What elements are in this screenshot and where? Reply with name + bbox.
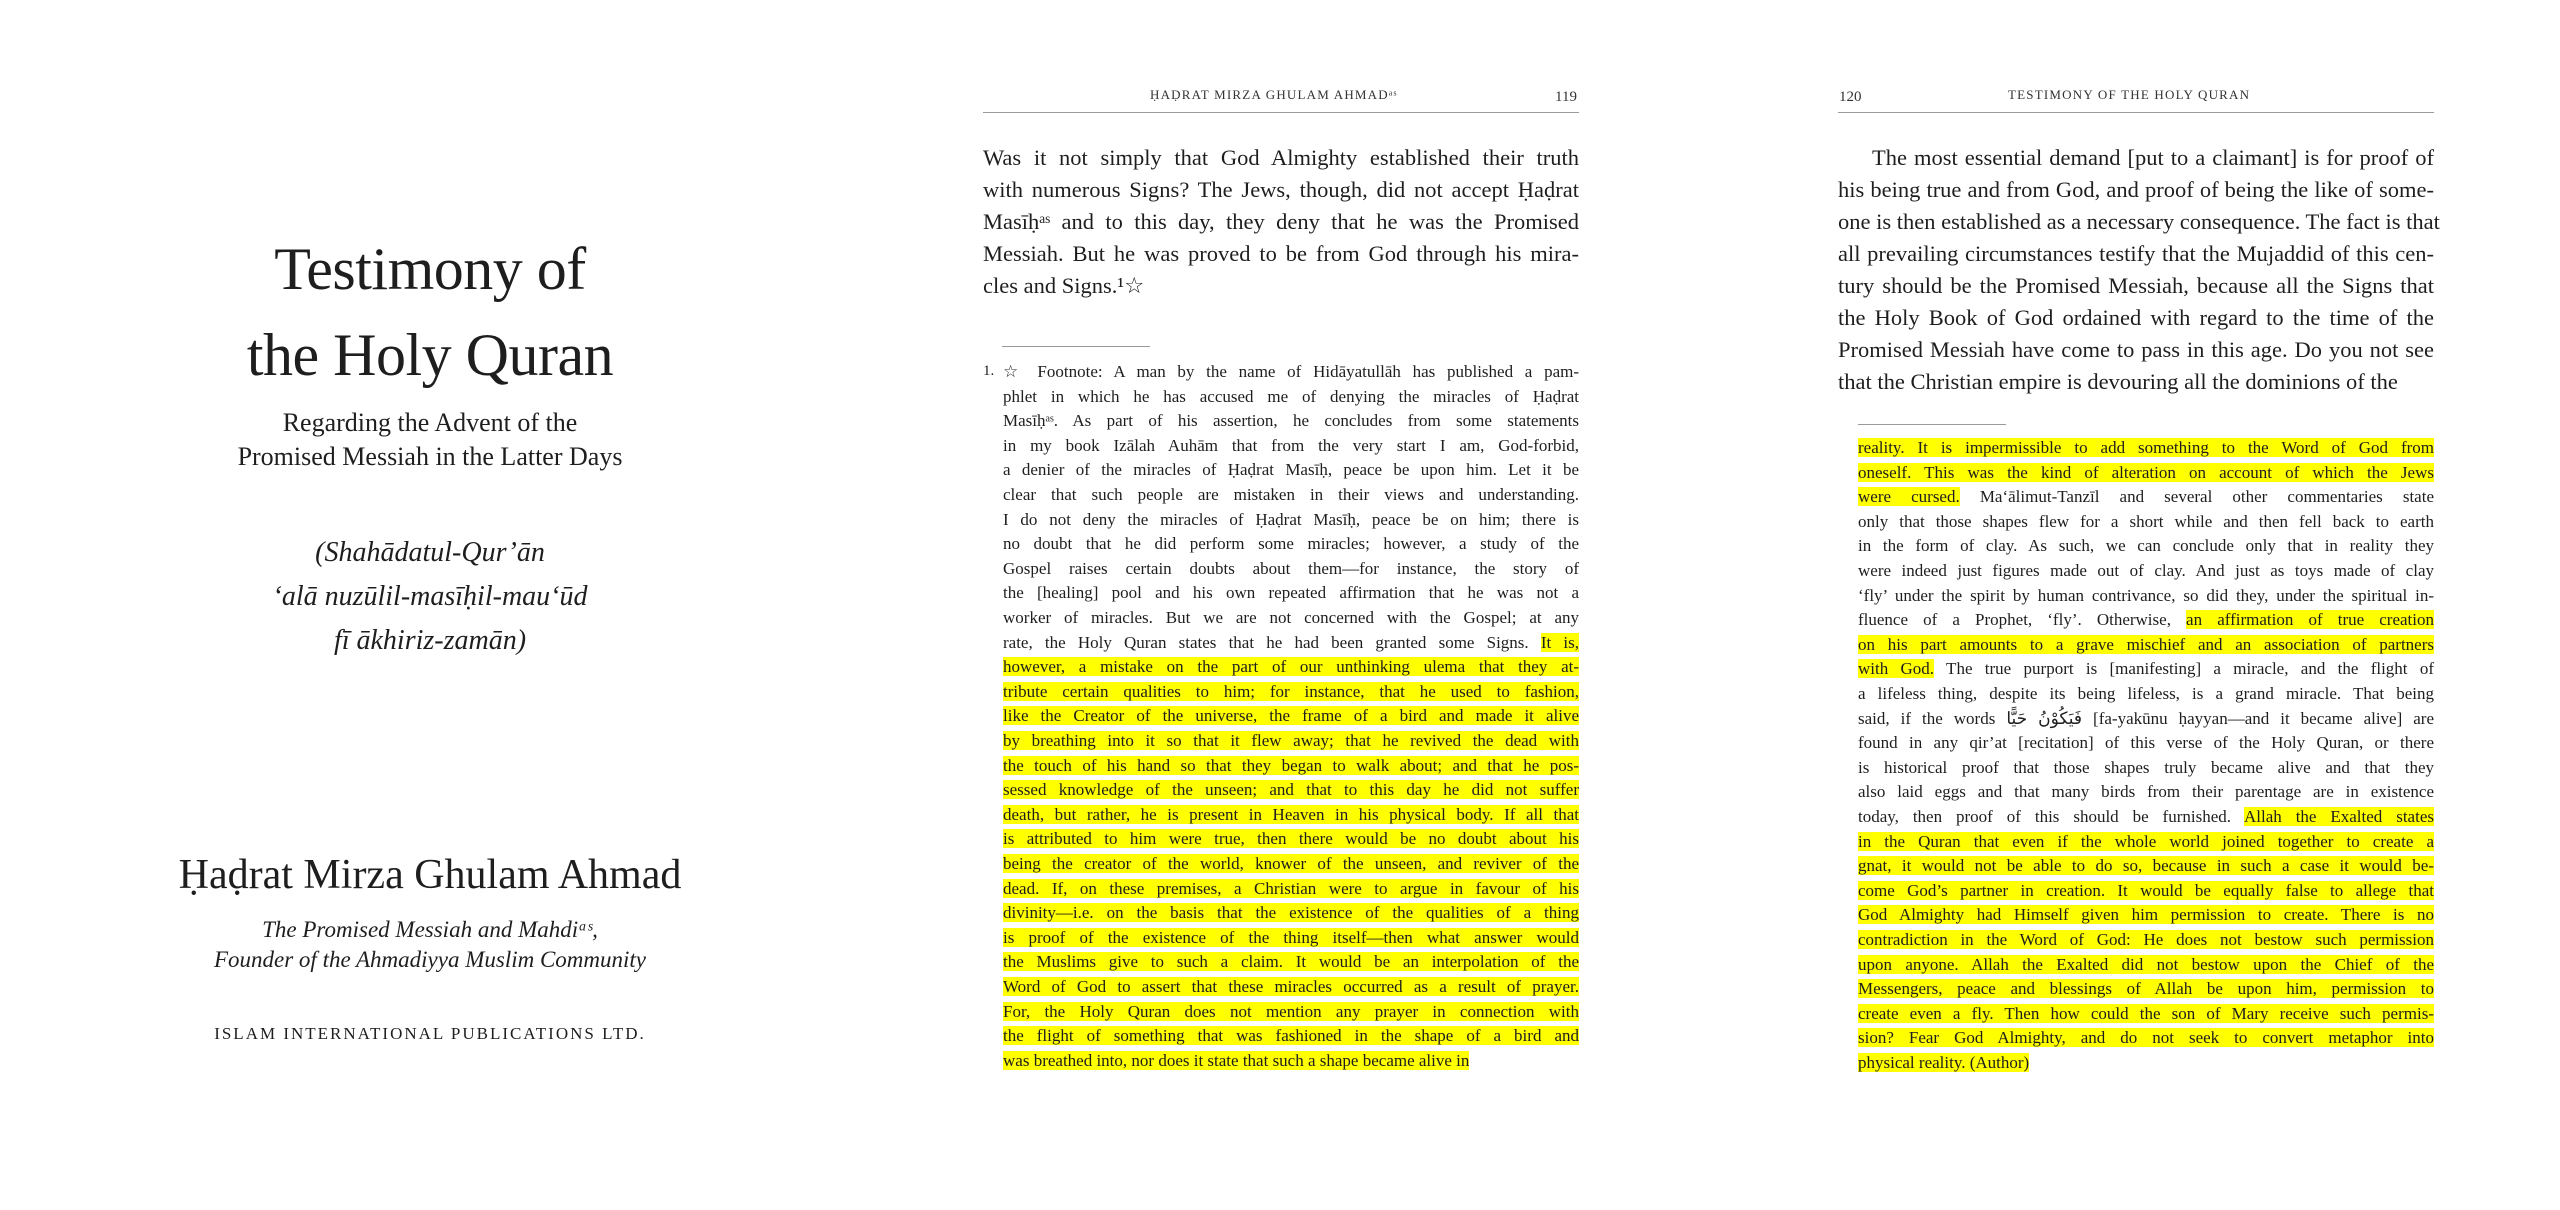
body-line: with numerous Signs? The Jews, though, did not accept Ḥaḍrat [983,177,1579,202]
footnote-line [1858,756,2434,781]
footnote-text-segment: only that those shapes flew for a short while and then fell back to earth [1858,511,2434,531]
footnote-text-segment: Gospel raises certain doubts about them—for instance, the story of [1003,558,1579,578]
author-name: Ḥaḍrat Mirza Ghulam Ahmad [178,852,682,898]
highlighted-text: with God. [1858,659,1935,679]
highlighted-text: by breathing into it so that it flew away; that he revived the dead with [1003,731,1579,750]
footnote-line [1858,903,2434,928]
highlighted-text: Word of God to assert that these miracles occurred as a result of prayer. [1003,977,1579,996]
footnote-rule [1858,424,2006,425]
body-line: The most essential demand [put to a claimant] is for proof of [1872,145,2434,170]
highlighted-text: being the creator of the world, knower of the unseen, and reviver of the [1003,854,1579,873]
highlighted-text: Allah the Exalted states [2244,807,2434,826]
footnote-text-segment: no doubt that he did perform some miracles; however, a study of the [1003,534,1579,554]
body-line: Messiah. But he was proved to be from God through his mira- [983,241,1579,266]
body-line: tury should be the Promised Messiah, because all the Signs that [1838,273,2434,298]
footnote-line [1003,877,1579,902]
book-subtitle-line-1: Regarding the Advent of the [282,408,578,437]
footnote-line [1858,805,2434,830]
footnote-line [1003,704,1579,729]
footnote-line [1003,926,1579,951]
footnote-line [1003,803,1579,828]
highlighted-text: reality. It is impermissible to add something to the Word of God from [1858,438,2434,457]
highlighted-text: tribute certain qualities to him; for instance, that he used to fashion, [1003,681,1579,701]
footnote-line [1858,879,2434,904]
footnote-line [1003,483,1579,508]
highlighted-text: however, a mistake on the part of our unthinking ulema that they at- [1003,657,1579,677]
footnote-line [1003,655,1579,680]
footnote-text-segment: Ma‘ālimut-Tanzīl and several other commentaries state [1959,487,2434,507]
footnote-line [1858,534,2434,559]
footnote-line [1003,1049,1579,1074]
footnote-line [1003,827,1579,852]
footnote-text-segment: clear that such people are mistaken in their views and understanding. [1003,485,1579,504]
highlighted-text: oneself. This was the kind of alteration on account of which the Jews [1858,462,2434,482]
highlighted-text: an affirmation of true creation [2186,610,2434,630]
footnote-text-segment: the [healing] pool and his own repeated affirmation that he was not a [1003,583,1579,603]
footnote-line [1858,830,2434,855]
author-description-line-2: Founder of the Ahmadiyya Muslim Community [213,947,647,972]
highlighted-text: death, but rather, he is present in Heaven in his physical body. If all that [1003,804,1579,824]
footnote-text-segment: is historical proof that those shapes truly became alive and that they [1858,757,2434,777]
footnote-line [1858,584,2434,609]
footnote-line [1003,581,1579,606]
highlighted-text: were cursed. [1858,487,1960,507]
footnote-line [1003,409,1579,434]
highlighted-text: gnat, it would not be able to do so, because in such a case it would be- [1858,856,2434,876]
footnote-text-segment: phlet in which he has accused me of denying the miracles of Ḥaḍrat [1003,386,1579,406]
author-description-line-1: The Promised Messiah and Mahdiᵃˢ, [262,917,598,942]
footnote-line [1858,1026,2434,1051]
footnote-number: 1. [983,363,995,379]
title-page [0,0,860,1210]
footnote-text-segment: I do not deny the miracles of Ḥaḍrat Masīḥ, peace be on him; there is [1003,509,1579,529]
footnote-text-segment: found in any qir’at [recitation] of this verse of the Holy Quran, or there [1858,733,2434,753]
running-head: ḤAḌRAT MIRZA GHULAM AHMADᵃˢ [1150,87,1398,102]
header-rule [1838,112,2434,113]
footnote-text-segment: in the form of clay. As such, we can conclude only that in reality they [1858,536,2434,556]
footnote-line [1858,608,2434,633]
footnote-line [1003,778,1579,803]
book-subtitle-line-2: Promised Messiah in the Latter Days [237,442,623,471]
highlighted-text: upon anyone. Allah the Exalted did not bestow upon the Chief of the [1858,954,2434,974]
footnote-line [1858,657,2434,682]
footnote-line [1003,606,1579,631]
footnote-line [1858,633,2434,658]
footnote-text-segment: The true purport is [manifesting] a miracle, and the flight of [1934,659,2435,679]
footnote-text-segment: in my book Izālah Auhām that from the very start I am, God-forbid, [1003,435,1579,455]
footnote-text-segment: Masīḥᵃˢ. As part of his assertion, he concludes from some statements [1003,411,1579,431]
highlighted-text: create even a fly. Then how could the son of Mary receive such permis- [1858,1003,2434,1023]
footnote-line [1858,1002,2434,1027]
footnote-text-segment: a denier of the miracles of Ḥaḍrat Masīḥ, peace be upon him. Let it be [1003,460,1579,480]
footnote-text-segment: said, if the words فَيَكُوْنُ حَيًّا [fa-yakūnu ḥayyan—and it became alive] are [1858,708,2435,728]
footnote-line [1003,434,1579,459]
body-line: that the Christian empire is devouring all the dominions of the [1838,369,2398,394]
publisher-name: ISLAM INTERNATIONAL PUBLICATIONS LTD. [214,1024,646,1043]
body-line: Was it not simply that God Almighty established their truth [983,145,1579,170]
highlighted-text: is attributed to him were true, then there would be no doubt about his [1003,829,1579,849]
footnote-line [1858,780,2434,805]
footnote-line [1003,1000,1579,1025]
footnote-line [1003,729,1579,754]
footnote-line [1858,682,2434,707]
footnote-rule [1002,346,1150,347]
footnote-line [1003,631,1579,656]
transliteration-line-1: (Shahādatul-Qur’ān [315,537,545,568]
footnote-line [1858,559,2434,584]
footnote-line [1003,508,1579,533]
body-line: all prevailing circumstances testify that the Mujaddid of this cen- [1838,241,2434,266]
footnote-line [1858,1051,2434,1076]
highlighted-text: on his part amounts to a grave mischief and an association of partners [1858,634,2434,654]
footnote-line [1003,680,1579,705]
highlighted-text: sessed knowledge of the unseen; and that to this day he did not suffer [1003,780,1579,800]
footnote-line [1858,731,2434,756]
footnote-line [1003,852,1579,877]
footnote-line [1003,557,1579,582]
footnote-line [1858,436,2434,461]
book-title-line-2: the Holy Quran [246,322,614,388]
footnote-line [1003,532,1579,557]
transliteration-line-3: fī ākhiriz-zamān) [333,625,527,656]
footnote-line [1858,510,2434,535]
footnote-text-segment: ‘fly’ under the spirit by human contrivance, so did they, under the spiritual in- [1858,585,2434,605]
footnote-line [1858,854,2434,879]
footnote-line [1003,901,1579,926]
body-line: his being true and from God, and proof of being the like of some- [1838,177,2434,202]
highlighted-text: For, the Holy Quran does not mention any prayer in connection with [1003,1001,1579,1021]
footnote-text-segment: fluence of a Prophet, ‘fly’. Otherwise, [1858,610,2187,630]
page-number: 120 [1839,89,1862,105]
highlighted-text: the Muslims give to such a claim. It would be an interpolation of the [1003,952,1579,972]
body-line: cles and Signs.¹☆ [983,273,1145,298]
highlighted-text: the flight of something that was fashioned in the shape of a bird and [1003,1026,1579,1046]
body-line: Promised Messiah have come to pass in this age. Do you not see [1838,337,2434,362]
footnote-line [1858,928,2434,953]
footnote-text-segment: a lifeless thing, despite its being lifeless, is a grand miracle. That being [1858,684,2434,703]
body-line: the Holy Book of God ordained with regard to the time of the [1838,305,2434,330]
highlighted-text: was breathed into, nor does it state that such a shape became alive in [1003,1050,1470,1070]
footnote-text-segment: also laid eggs and that many birds from their parentage are in existence [1858,782,2434,802]
highlighted-text: Messengers, peace and blessings of Allah be upon him, permission to [1858,979,2434,999]
footnote-line [1003,975,1579,1000]
footnote-line [1858,461,2434,486]
page-number: 119 [1555,89,1577,105]
footnote-line [1003,950,1579,975]
highlighted-text: the touch of his hand so that they began to walk about; and that he pos- [1003,755,1579,775]
footnote-line [1858,485,2434,510]
footnote-text-segment: worker of miracles. But we are not concerned with the Gospel; at any [1003,608,1579,627]
highlighted-text: is proof of the existence of the thing itself—then what answer would [1003,927,1579,947]
transliteration-line-2: ‘alā nuzūlil-masīḥil-mau‘ūd [272,581,588,612]
highlighted-text: divinity—i.e. on the basis that the existence of the qualities of a thing [1003,903,1579,923]
footnote-line [1003,385,1579,410]
footnote-line [1858,977,2434,1002]
highlighted-text: sion? Fear God Almighty, and do not seek to convert metaphor into [1858,1028,2434,1048]
footnote-text-segment: rate, the Holy Quran states that he had been granted some Signs. [1003,632,1541,652]
footnote-text-segment: ☆ Footnote: A man by the name of Hidāyatullāh has published a pam- [1003,362,1579,381]
highlighted-text: like the Creator of the universe, the frame of a bird and made it alive [1003,706,1579,726]
footnote-line [1003,360,1579,385]
footnote-line [1003,754,1579,779]
footnote-line [1003,458,1579,483]
footnote-text-segment: were indeed just figures made out of clay. And just as toys made of clay [1858,561,2434,580]
running-head: TESTIMONY OF THE HOLY QURAN [2008,87,2251,102]
footnote-line [1858,707,2434,732]
highlighted-text: come God’s partner in creation. It would be equally false to allege that [1858,880,2434,900]
footnote-line [1858,953,2434,978]
footnote-line [1003,1024,1579,1049]
highlighted-text: in the Quran that even if the whole world joined together to create a [1858,831,2434,851]
footnote-text-segment: today, then proof of this should be furnished. [1858,807,2244,826]
book-title-line-1: Testimony of [274,236,586,302]
body-line: Masīḥᵃˢ and to this day, they deny that he was the Promised [983,209,1579,234]
header-rule [983,112,1579,113]
highlighted-text: contradiction in the Word of God: He does not bestow such permission [1858,930,2434,949]
highlighted-text: physical reality. (Author) [1858,1053,2030,1072]
highlighted-text: God Almighty had Himself given him permission to create. There is no [1858,905,2434,925]
body-line: one is then established as a necessary consequence. The fact is that [1838,209,2440,234]
highlighted-text: dead. If, on these premises, a Christian were to argue in favour of his [1003,878,1579,898]
highlighted-text: It is, [1540,632,1579,652]
